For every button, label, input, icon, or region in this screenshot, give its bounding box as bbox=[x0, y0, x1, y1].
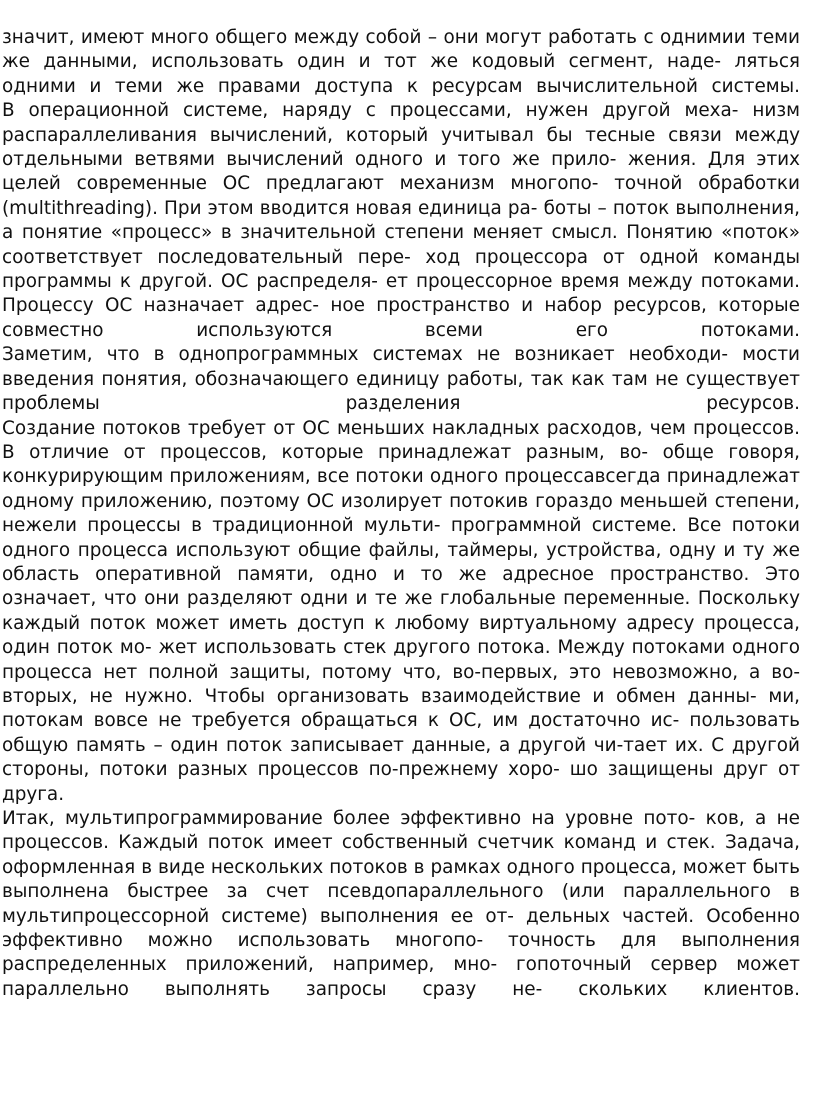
paragraph-shared-resources: значит, имеют много общего между собой – они могут работать с однимии теми же данными, использовать один и тот же кодовый сегмент, наде- ляться одними и теми же правами доступа к ресурсам вычислительной системы. bbox=[2, 27, 800, 97]
paragraph-multithreading: В операционной системе, наряду с процессами, нужен другой меха- низм распараллеливания вычислений, который учитывал бы тесные связи между отдельными ветвями вычислений одного и того же прило- жения. Для этих целей современные ОС предлагают механизм многопо- точной обработки (multithreading). При этом вводится новая единица ра- боты – поток выполнения, а понятие «процесс» в значительной степени меняет смысл. Понятию «поток» соответствует последовательный пере- ход процессора от одной команды программы к другой. ОС распределя- ет процессорное время между потоками. Процессу ОС назначает адрес- ное пространство и набор ресурсов, которые совместно используются всеми его потоками. bbox=[2, 100, 800, 341]
paragraph-thread-creation: Создание потоков требует от ОС меньших накладных расходов, чем процессов. В отличие от процессов, которые принадлежат разным, во- обще говоря, конкурирующим приложениям, все потоки одного процессавсегда принадлежат одному приложению, поэтому ОС изолирует потокив гораздо меньшей степени, нежели процессы в традиционной мульти- программной системе. Все потоки одного процесса используют общие файлы, таймеры, устройства, одну и ту же область оперативной памяти, одно и то же адресное пространство. Это означает, что они разделяют одни и те же глобальные переменные. Поскольку каждый поток может иметь доступ к любому виртуальному адресу процесса, один поток мо- жет использовать стек другого потока. Между потоками одного процесса нет полной защиты, потому что, во-первых, это невозможно, а во- вторых, не нужно. Чтобы организовать взаимодействие и обмен данны- ми, потокам вовсе не требуется обращаться к ОС, им достаточно ис- пользовать общую память – один поток записывает данные, а другой чи-тает их. С другой стороны, потоки разных процессов по-прежнему хоро- шо защищены друг от друга. bbox=[2, 417, 800, 805]
paragraph-thread-efficiency: Итак, мультипрограммирование более эффективно на уровне пото- ков, а не процессов. Каждый поток имеет собственный счетчик команд и стек. Задача, оформленная в виде нескольких потоков в рамках одного процесса, может быть выполнена быстрее за счет псевдопараллельного (или параллельного в мультипроцессорной системе) выполнения ее от- дельных частей. Особенно эффективно можно использовать многопо- точность для выполнения распределенных приложений, например, мно- гопоточный сервер может параллельно выполнять запросы сразу не- скольких клиентов. bbox=[2, 808, 800, 1000]
paragraph-single-program-systems: Заметим, что в однопрограммных системах не возникает необходи- мости введения понятия, обозначающего единицу работы, так как там не существует проблемы разделения ресурсов. bbox=[2, 344, 800, 415]
